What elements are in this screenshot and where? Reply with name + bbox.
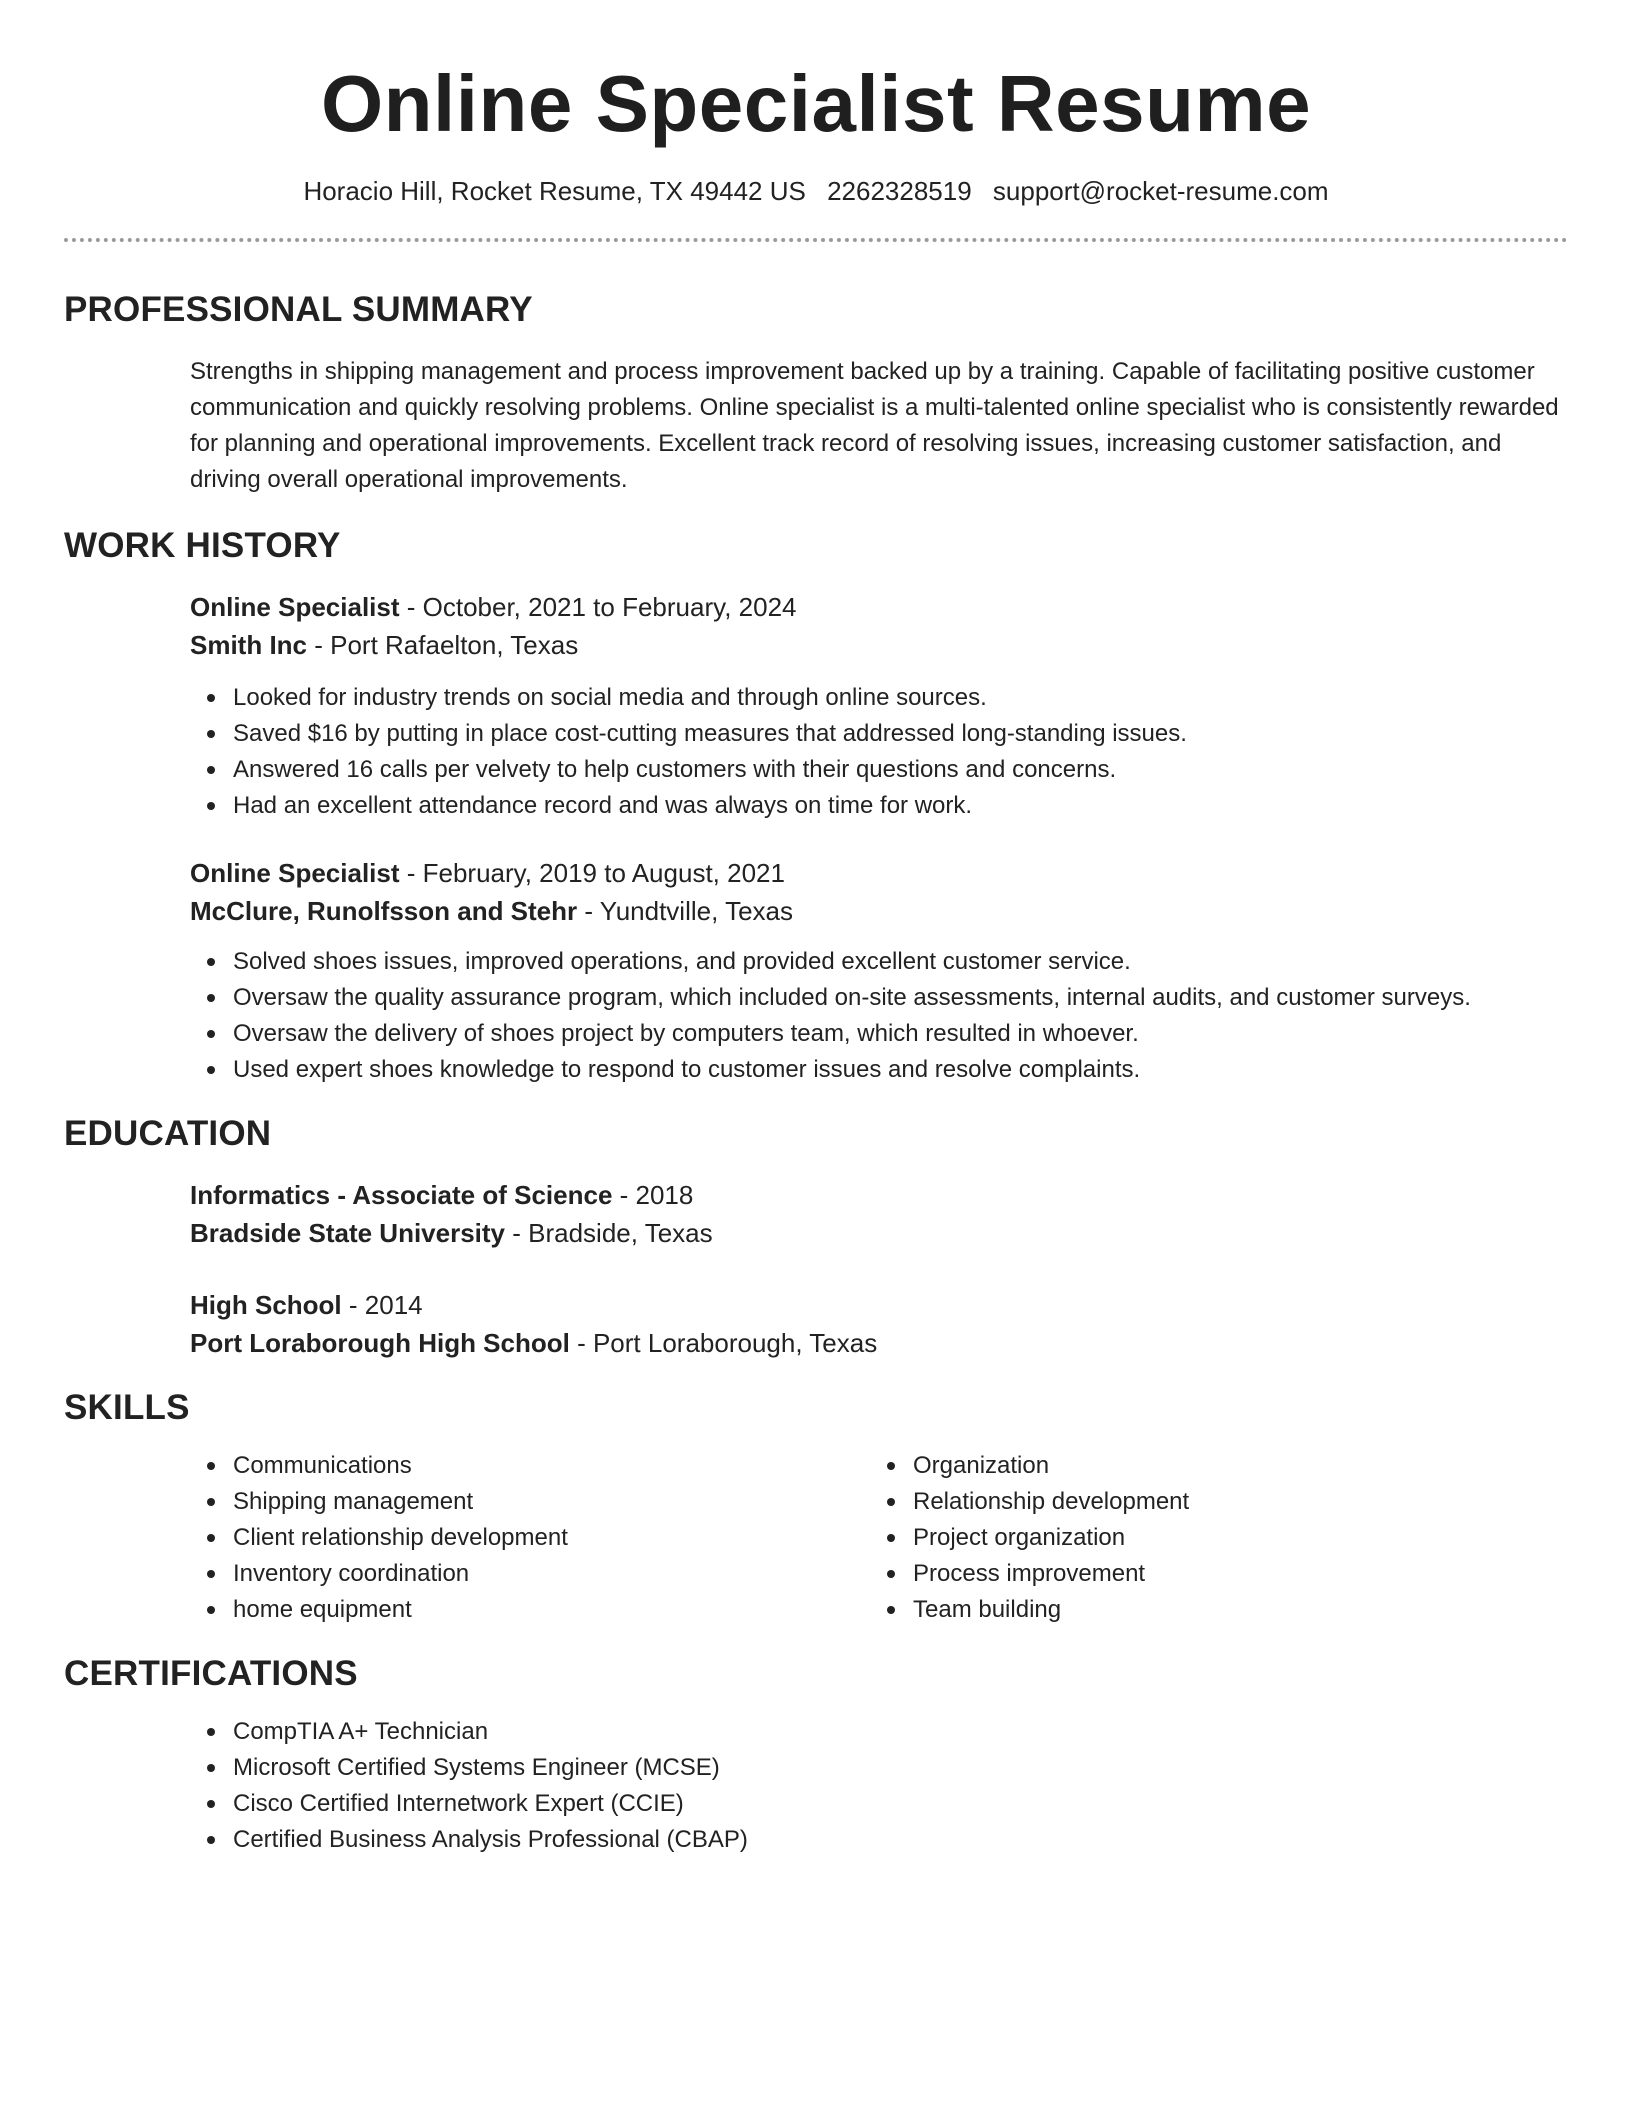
resume-title: Online Specialist Resume [320,59,1312,148]
summary-heading: PROFESSIONAL SUMMARY [64,290,533,329]
job-entry [64,588,1568,824]
list-item: Communications [190,1448,870,1484]
skills-list-left [190,1448,870,1628]
job-company-line: Smith Inc - Port Rafaelton, Texas [190,630,579,660]
education-section [64,1112,1568,1362]
job-dates: February, 2019 to August, 2021 [422,858,785,888]
job-title: Online Specialist [190,592,400,622]
list-item: Oversaw the delivery of shoes project by computers team, which resulted in whoever. [190,1016,1568,1052]
degree-line: High School - 2014 [190,1290,423,1320]
list-item: Team building [870,1592,1550,1628]
skills-section [64,1386,1568,1628]
school-name: Port Loraborough High School [190,1328,570,1358]
list-item: Inventory coordination [190,1556,870,1592]
school-location: Port Loraborough, Texas [592,1328,878,1358]
list-item: Saved $16 by putting in place cost-cutting measures that addressed long-standing issues. [190,716,1568,752]
school-name: Bradside State University [190,1218,506,1248]
work-history-heading: WORK HISTORY [64,526,341,565]
education-entry [64,1286,1568,1362]
list-item: home equipment [190,1592,870,1628]
job-bullet-list [190,944,1568,1088]
list-item: Project organization [870,1520,1550,1556]
job-entry [64,854,1568,1088]
degree-line: Informatics - Associate of Science - 2018 [190,1180,694,1210]
list-item: Looked for industry trends on social media and through online sources. [190,680,1568,716]
certifications-list [190,1714,1568,1858]
list-item: Client relationship development [190,1520,870,1556]
education-heading: EDUCATION [64,1114,272,1153]
list-item: Cisco Certified Internetwork Expert (CCIE) [190,1786,1568,1822]
job-title: Online Specialist [190,858,400,888]
skills-heading: SKILLS [64,1388,190,1427]
certifications-heading: CERTIFICATIONS [64,1654,358,1693]
education-entry [64,1176,1568,1252]
graduation-year: 2014 [364,1290,423,1320]
job-title-line: Online Specialist - February, 2019 to August, 2021 [190,858,785,888]
job-title-line: Online Specialist - October, 2021 to February, 2024 [190,592,797,622]
degree: High School [190,1290,342,1320]
contact-phone: 2262328519 [827,176,972,206]
list-item: Microsoft Certified Systems Engineer (MCSE) [190,1750,1568,1786]
contact-address: Horacio Hill, Rocket Resume, TX 49442 US [303,176,806,206]
job-company: Smith Inc [190,630,308,660]
job-bullet-list [190,680,1568,824]
job-location: Yundtville, Texas [599,896,793,926]
list-item: Process improvement [870,1556,1550,1592]
job-company-line: McClure, Runolfsson and Stehr - Yundtville, Texas [190,896,793,926]
list-item: Answered 16 calls per velvety to help customers with their questions and concerns. [190,752,1568,788]
job-location: Port Rafaelton, Texas [330,630,579,660]
list-item: CompTIA A+ Technician [190,1714,1568,1750]
graduation-year: 2018 [635,1180,694,1210]
skills-grid [190,1448,1568,1628]
list-item: Solved shoes issues, improved operations, and provided excellent customer service. [190,944,1568,980]
summary-text: Strengths in shipping management and process improvement backed up by a training. Capable of facilitating positive customer communication and quickly resolving problems. Online specialist is a multi-talented online specialist who is consistently rewarded for planning and operational improvements. Excellent track record of resolving issues, increasing customer satisfaction, and driving overall operational improvements. [190,358,1559,493]
job-company: McClure, Runolfsson and Stehr [190,896,578,926]
list-item: Shipping management [190,1484,870,1520]
list-item: Organization [870,1448,1550,1484]
list-item: Relationship development [870,1484,1550,1520]
school-line: Port Loraborough High School - Port Loraborough, Texas [190,1328,878,1358]
school-location: Bradside, Texas [528,1218,713,1248]
list-item: Had an excellent attendance record and was always on time for work. [190,788,1568,824]
list-item: Used expert shoes knowledge to respond to customer issues and resolve complaints. [190,1052,1568,1088]
work-history-section [64,524,1568,1088]
summary-section [64,288,1568,498]
dotted-divider [64,238,1568,242]
skills-list-right [870,1448,1550,1628]
certifications-section [64,1652,1568,1858]
list-item: Oversaw the quality assurance program, which included on-site assessments, internal audits, and customer surveys. [190,980,1568,1016]
contact-email: support@rocket-resume.com [992,176,1329,206]
degree: Informatics - Associate of Science [190,1180,613,1210]
job-dates: October, 2021 to February, 2024 [422,592,797,622]
school-line: Bradside State University - Bradside, Texas [190,1218,713,1248]
list-item: Certified Business Analysis Professional (CBAP) [190,1822,1568,1858]
contact-line [64,174,1568,208]
